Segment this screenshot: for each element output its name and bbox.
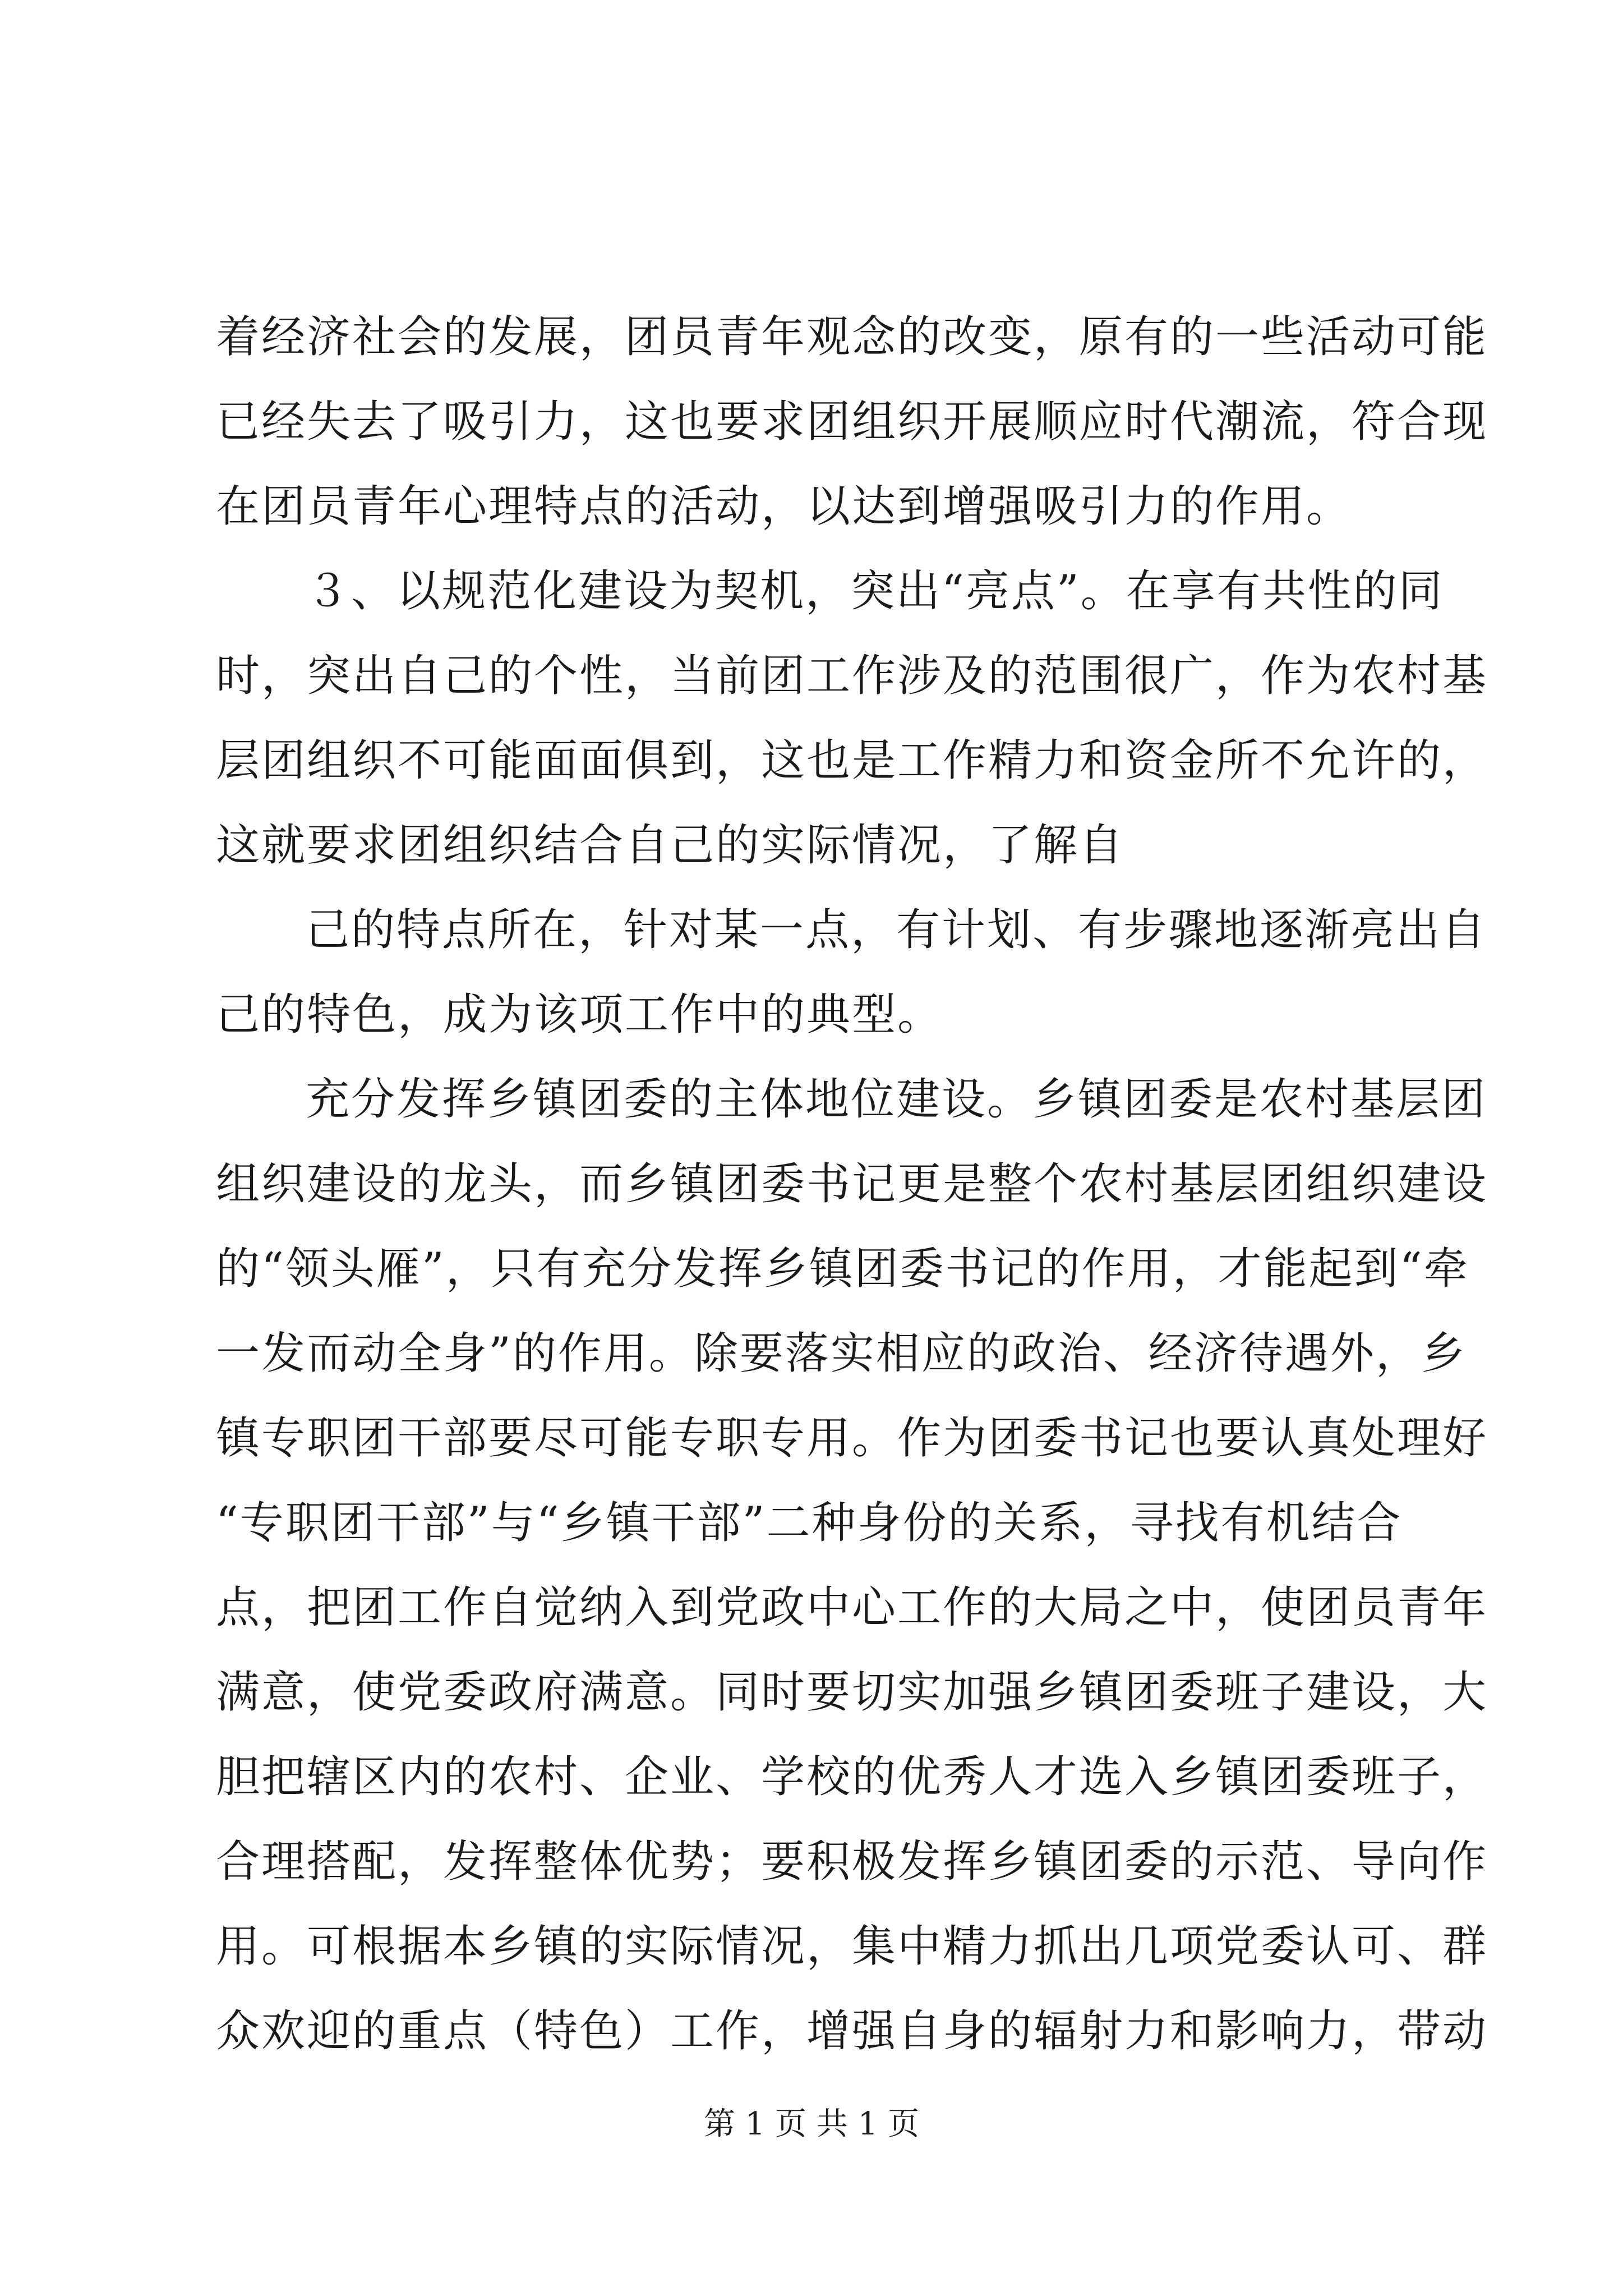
text-line: 充分发挥乡镇团委的主体地位建设。乡镇团委是农村基层团 — [306, 1074, 1487, 1125]
text-line: 组织建设的龙头，而乡镇团委书记更是整个农村基层团组织建设 — [216, 1159, 1488, 1209]
text-line: 点，把团工作自觉纳入到党政中心工作的大局之中，使团员青年 — [216, 1582, 1488, 1633]
text-line: 己的特点所在，针对某一点，有计划、有步骤地逐渐亮出自 — [306, 905, 1487, 955]
text-line: 着经济社会的发展，团员青年观念的改变，原有的一些活动可能 — [216, 312, 1488, 362]
text-line: 层团组织不可能面面俱到，这也是工作精力和资金所不允许的， — [216, 735, 1488, 786]
text-line: 己的特色，成为该项工作中的典型。 — [216, 990, 943, 1040]
page-number: 第 1 页 共 1 页 — [703, 2106, 920, 2142]
text-line: 胆把辖区内的农村、企业、学校的优秀人才选入乡镇团委班子， — [216, 1752, 1488, 1802]
document-body — [216, 295, 1488, 2074]
text-line: 时，突出自己的个性，当前团工作涉及的范围很广，作为农村基 — [216, 651, 1488, 701]
text-line: 镇专职团干部要尽可能专职专用。作为团委书记也要认真处理好 — [216, 1413, 1488, 1464]
page-footer — [0, 2105, 1623, 2144]
text-line: 已经失去了吸引力，这也要求团组织开展顺应时代潮流，符合现 — [216, 397, 1488, 447]
text-line: ３、以规范化建设为契机，突出“亮点”。在享有共性的同 — [306, 566, 1444, 616]
text-line: 用。可根据本乡镇的实际情况，集中精力抓出几项党委认可、群 — [216, 1921, 1488, 1972]
text-line: 合理搭配，发挥整体优势；要积极发挥乡镇团委的示范、导向作 — [216, 1837, 1488, 1887]
text-line: 满意，使党委政府满意。同时要切实加强乡镇团委班子建设，大 — [216, 1667, 1488, 1718]
text-line: 一发而动全身”的作用。除要落实相应的政治、经济待遇外，乡 — [216, 1328, 1467, 1379]
text-line: 在团员青年心理特点的活动，以达到增强吸引力的作用。 — [216, 481, 1352, 532]
text-line: 的“领头雁”，只有充分发挥乡镇团委书记的作用，才能起到“牵 — [216, 1244, 1469, 1294]
text-line: “专职团干部”与“乡镇干部”二种身份的关系，寻找有机结合 — [216, 1498, 1403, 1548]
text-line: 众欢迎的重点（特色）工作，增强自身的辐射力和影响力，带动 — [216, 2006, 1488, 2056]
text-line: 这就要求团组织结合自己的实际情况，了解自 — [216, 820, 1125, 871]
